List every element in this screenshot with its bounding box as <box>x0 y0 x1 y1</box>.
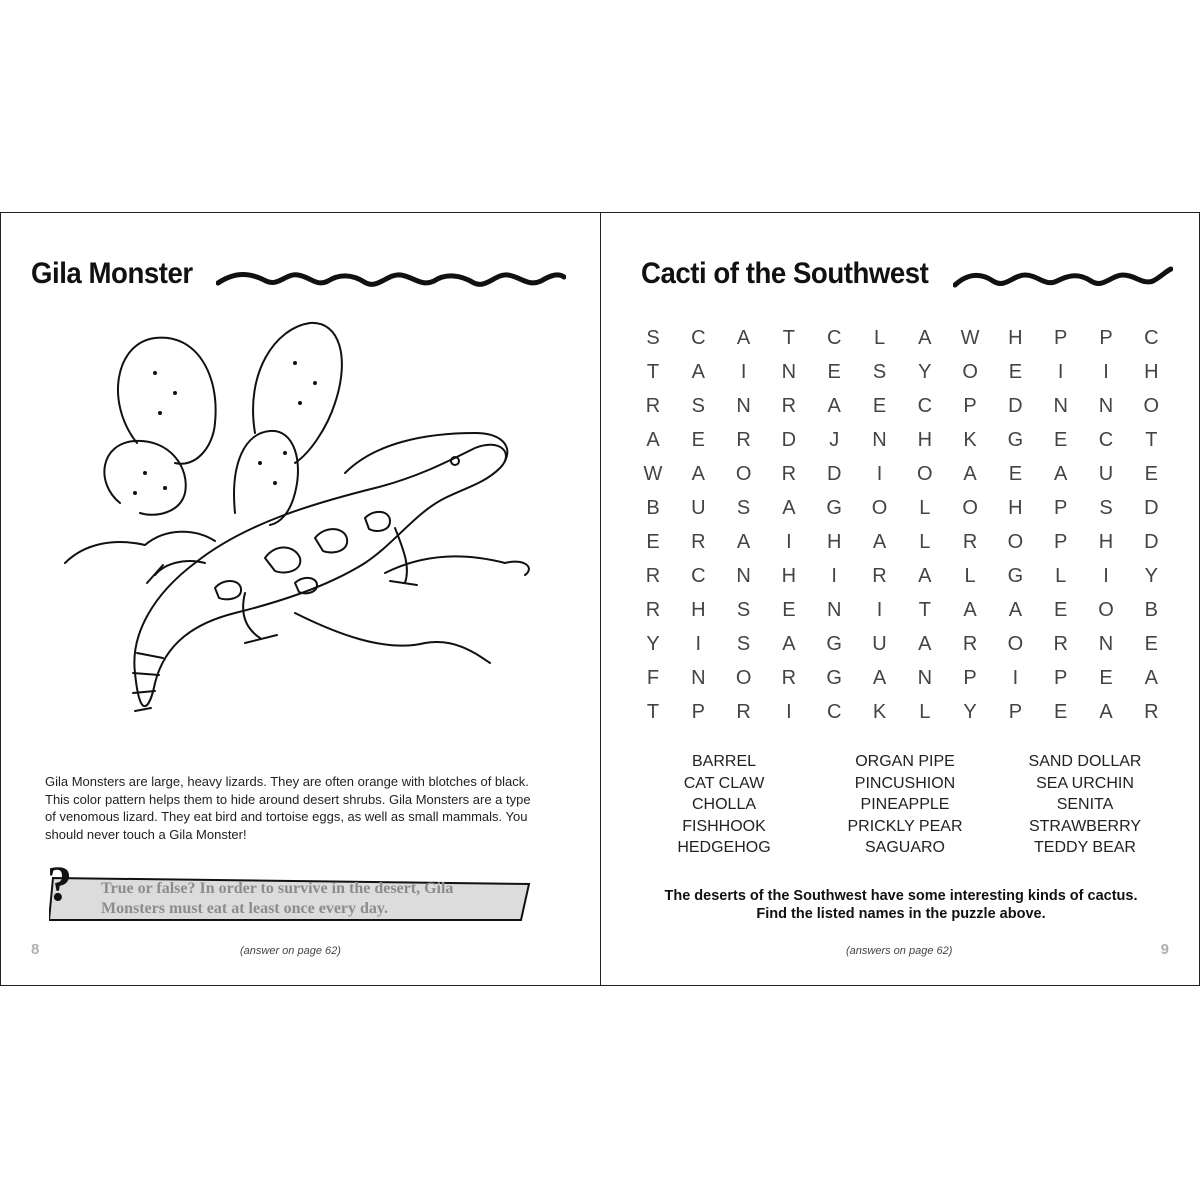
grid-letter[interactable]: P <box>963 395 977 417</box>
grid-letter[interactable]: R <box>691 531 706 553</box>
grid-row <box>633 355 1173 389</box>
grid-letter[interactable]: N <box>826 599 842 621</box>
grid-letter[interactable]: D <box>826 463 842 485</box>
grid-letter[interactable]: O <box>1007 531 1024 553</box>
grid-letter[interactable]: I <box>786 531 792 553</box>
grid-letter[interactable]: C <box>1144 327 1159 349</box>
grid-letter[interactable]: G <box>826 667 842 689</box>
grid-row <box>633 593 1173 627</box>
grid-row <box>633 321 1173 355</box>
grid-letter[interactable]: R <box>1144 701 1159 723</box>
grid-letter[interactable]: Y <box>963 701 977 723</box>
right-page-title: Cacti of the Southwest <box>641 257 929 290</box>
word-list-column-2 <box>815 751 995 859</box>
grid-letter[interactable]: A <box>1054 463 1068 485</box>
puzzle-instructions: The deserts of the Southwest have some interesting kinds of cactus. Find the listed names in the puzzle above. <box>664 888 1138 922</box>
grid-letter[interactable]: A <box>691 463 705 485</box>
left-page-title: Gila Monster <box>31 257 193 290</box>
page-number-left: 8 <box>31 941 40 958</box>
grid-letter[interactable]: E <box>1054 429 1068 451</box>
grid-letter[interactable]: S <box>736 599 751 621</box>
grid-letter[interactable]: A <box>782 633 796 655</box>
grid-letter[interactable]: J <box>829 429 840 451</box>
grid-letter[interactable]: L <box>1055 565 1067 587</box>
grid-letter[interactable]: W <box>643 463 663 485</box>
word-list-column-3 <box>995 751 1175 859</box>
grid-letter[interactable]: O <box>1143 395 1160 417</box>
grid-letter[interactable]: I <box>1103 361 1109 383</box>
grid-letter[interactable]: E <box>872 395 887 417</box>
grid-letter[interactable]: R <box>872 565 887 587</box>
grid-letter[interactable]: A <box>646 429 660 451</box>
grid-letter[interactable]: L <box>964 565 976 587</box>
question-text: True or false? In order to survive in the desert, Gila Monsters must eat at least once every day. <box>101 880 454 917</box>
grid-letter[interactable]: A <box>872 667 887 689</box>
grid-letter[interactable]: I <box>876 599 883 621</box>
grid-letter[interactable]: S <box>646 327 660 349</box>
grid-letter[interactable]: A <box>1144 667 1158 689</box>
grid-letter[interactable]: U <box>691 497 706 519</box>
word-list-item: CHOLLA <box>691 796 757 813</box>
grid-letter[interactable]: R <box>736 701 751 723</box>
word-list-item: TEDDY BEAR <box>1034 839 1136 856</box>
grid-letter[interactable]: C <box>826 701 842 723</box>
grid-letter[interactable]: A <box>827 395 841 417</box>
gila-monster-illustration <box>45 313 545 753</box>
grid-letter[interactable]: H <box>1144 361 1159 383</box>
grid-letter[interactable]: E <box>691 429 705 451</box>
grid-row <box>633 423 1173 457</box>
grid-letter[interactable]: D <box>1144 497 1159 519</box>
grid-letter[interactable]: P <box>1008 701 1023 723</box>
grid-letter[interactable]: A <box>918 633 932 655</box>
grid-letter[interactable]: G <box>1007 429 1024 451</box>
grid-letter[interactable]: R <box>1053 633 1068 655</box>
grid-letter[interactable]: O <box>871 497 888 519</box>
grid-letter[interactable]: U <box>1098 463 1114 485</box>
title-squiggle-left <box>216 263 566 297</box>
grid-letter[interactable]: P <box>1054 667 1068 689</box>
grid-letter[interactable]: T <box>646 701 660 723</box>
grid-letter[interactable]: C <box>826 327 842 349</box>
grid-letter[interactable]: L <box>919 701 931 723</box>
grid-row <box>633 389 1173 423</box>
grid-row <box>633 627 1173 661</box>
grid-letter[interactable]: R <box>645 395 661 417</box>
true-false-question-box <box>47 855 533 922</box>
answer-note-left: (answer on page 62) <box>240 945 341 957</box>
word-list-item: SAGUARO <box>864 839 945 856</box>
grid-letter[interactable]: N <box>736 565 751 587</box>
grid-letter[interactable]: H <box>917 429 933 451</box>
grid-letter[interactable]: S <box>736 633 751 655</box>
grid-letter[interactable]: I <box>1057 361 1064 383</box>
grid-letter[interactable]: N <box>872 429 887 451</box>
grid-row <box>633 661 1173 695</box>
grid-letter[interactable]: L <box>873 327 886 349</box>
grid-letter[interactable]: N <box>917 667 933 689</box>
grid-letter[interactable]: I <box>876 463 883 485</box>
grid-letter[interactable]: C <box>1098 429 1114 451</box>
grid-letter[interactable]: N <box>781 361 797 383</box>
grid-letter[interactable]: H <box>781 565 797 587</box>
grid-letter[interactable]: O <box>962 497 978 519</box>
grid-letter[interactable]: O <box>735 667 752 689</box>
grid-letter[interactable]: R <box>781 667 797 689</box>
grid-letter[interactable]: K <box>963 429 977 451</box>
grid-letter[interactable]: B <box>646 497 660 519</box>
grid-letter[interactable]: E <box>646 531 660 553</box>
grid-row <box>633 491 1173 525</box>
word-list-item: SAND DOLLAR <box>1028 753 1142 770</box>
grid-letter[interactable]: R <box>962 531 978 553</box>
grid-letter[interactable]: A <box>736 327 751 349</box>
grid-letter[interactable]: R <box>781 395 797 417</box>
grid-letter[interactable]: P <box>691 701 705 723</box>
grid-letter[interactable]: I <box>786 701 792 723</box>
grid-letter[interactable]: L <box>919 497 931 519</box>
grid-letter[interactable]: I <box>695 633 702 655</box>
title-squiggle-right <box>953 263 1173 297</box>
grid-letter[interactable]: D <box>781 429 797 451</box>
grid-letter[interactable]: C <box>691 327 706 349</box>
word-search-grid <box>633 321 1173 729</box>
grid-letter[interactable]: Y <box>646 633 660 655</box>
grid-letter[interactable]: H <box>826 531 842 553</box>
grid-letter[interactable]: R <box>645 565 661 587</box>
grid-row <box>633 457 1173 491</box>
grid-letter[interactable]: E <box>1008 361 1023 383</box>
grid-letter[interactable]: I <box>740 361 747 383</box>
grid-letter[interactable]: U <box>872 633 887 655</box>
grid-letter[interactable]: A <box>872 531 887 553</box>
gila-monster-description: Gila Monsters are large, heavy lizards. They are often orange with blotches of black. This color pattern helps them to hide around desert shrubs. Gila Monsters are a type of venomous lizard. They eat bird and tortoise eggs, as well as small mammals. You should never touch a Gila Monster! <box>45 774 531 842</box>
grid-letter[interactable]: G <box>826 633 842 655</box>
word-list-item: FISHHOOK <box>682 817 766 835</box>
grid-letter[interactable]: A <box>691 361 705 383</box>
grid-letter[interactable]: E <box>1054 701 1068 723</box>
grid-letter[interactable]: A <box>963 463 977 485</box>
grid-letter[interactable]: A <box>1099 701 1113 723</box>
grid-letter[interactable]: A <box>918 565 932 587</box>
grid-row <box>633 525 1173 559</box>
grid-letter[interactable]: E <box>1099 667 1113 689</box>
grid-letter[interactable]: H <box>1098 531 1114 553</box>
grid-letter[interactable]: E <box>1054 599 1068 621</box>
grid-letter[interactable]: P <box>1054 327 1068 349</box>
word-list-item: PINEAPPLE <box>860 796 950 813</box>
grid-letter[interactable]: B <box>1144 599 1158 621</box>
grid-letter[interactable]: N <box>691 667 706 689</box>
grid-letter[interactable]: R <box>736 429 751 451</box>
grid-letter[interactable]: H <box>1008 497 1023 519</box>
grid-letter[interactable]: R <box>645 599 661 621</box>
grid-letter[interactable]: H <box>691 599 706 621</box>
grid-letter[interactable]: G <box>1007 565 1024 587</box>
grid-letter[interactable]: I <box>1103 565 1109 587</box>
answer-note-right: (answers on page 62) <box>846 945 953 957</box>
grid-letter[interactable]: Y <box>918 361 932 383</box>
grid-letter[interactable]: D <box>1144 531 1159 553</box>
grid-letter[interactable]: E <box>1008 463 1023 485</box>
grid-letter[interactable]: N <box>736 395 751 417</box>
grid-letter[interactable]: N <box>1098 395 1114 417</box>
grid-letter[interactable]: R <box>962 633 978 655</box>
grid-letter[interactable]: A <box>1008 599 1023 621</box>
grid-letter[interactable]: O <box>917 463 933 485</box>
grid-letter[interactable]: S <box>691 395 705 417</box>
grid-letter[interactable]: O <box>1007 633 1024 655</box>
word-list-item: HEDGEHOG <box>677 839 771 856</box>
grid-letter[interactable]: G <box>826 497 842 519</box>
grid-letter[interactable]: A <box>918 327 932 349</box>
left-page <box>0 212 601 986</box>
grid-letter[interactable]: E <box>1144 463 1158 485</box>
grid-letter[interactable]: R <box>781 463 797 485</box>
book-spread <box>0 212 1200 988</box>
grid-letter[interactable]: P <box>1054 531 1068 553</box>
grid-letter[interactable]: I <box>1012 667 1019 689</box>
page-number-right: 9 <box>1160 941 1169 958</box>
grid-letter[interactable]: S <box>1099 497 1113 519</box>
word-list-item: ORGAN PIPE <box>855 753 955 770</box>
grid-letter[interactable]: O <box>735 463 752 485</box>
grid-letter[interactable]: O <box>1098 599 1114 621</box>
grid-letter[interactable]: T <box>646 361 660 383</box>
word-list-item: STRAWBERRY <box>1028 817 1141 835</box>
grid-letter[interactable]: A <box>782 497 796 519</box>
grid-letter[interactable]: T <box>782 327 795 349</box>
grid-letter[interactable]: P <box>1054 497 1068 519</box>
grid-letter[interactable]: N <box>1098 633 1114 655</box>
grid-letter[interactable]: N <box>1053 395 1068 417</box>
word-list-item: SENITA <box>1056 796 1114 813</box>
grid-letter[interactable]: P <box>963 667 977 689</box>
grid-letter[interactable]: T <box>1145 429 1158 451</box>
word-list-item: SEA URCHIN <box>1036 774 1134 792</box>
grid-letter[interactable]: O <box>962 361 978 383</box>
grid-letter[interactable]: W <box>960 327 980 349</box>
grid-letter[interactable]: F <box>646 667 660 689</box>
grid-letter[interactable]: S <box>736 497 751 519</box>
grid-letter[interactable]: S <box>872 361 887 383</box>
grid-letter[interactable]: D <box>1008 395 1023 417</box>
right-page <box>600 212 1200 986</box>
word-list-item: BARREL <box>691 753 757 770</box>
grid-letter[interactable]: L <box>919 531 931 553</box>
grid-letter[interactable]: E <box>782 599 796 621</box>
grid-letter[interactable]: E <box>827 361 841 383</box>
word-list-item: PRICKLY PEAR <box>847 817 963 835</box>
word-list-item: PINCUSHION <box>854 774 956 792</box>
grid-row <box>633 695 1173 729</box>
grid-letter[interactable]: K <box>872 701 887 723</box>
grid-letter[interactable]: Y <box>1144 565 1158 587</box>
grid-row <box>633 559 1173 593</box>
grid-letter[interactable]: C <box>691 565 706 587</box>
grid-letter[interactable]: A <box>736 531 751 553</box>
grid-letter[interactable]: A <box>963 599 977 621</box>
word-list-column-1 <box>634 751 814 859</box>
word-list-item: CAT CLAW <box>683 774 765 792</box>
grid-letter[interactable]: H <box>1008 327 1023 349</box>
question-mark-icon: ? <box>47 855 72 911</box>
grid-letter[interactable]: P <box>1099 327 1113 349</box>
grid-letter[interactable]: I <box>831 565 837 587</box>
grid-letter[interactable]: C <box>917 395 933 417</box>
grid-letter[interactable]: T <box>918 599 931 621</box>
grid-letter[interactable]: E <box>1144 633 1158 655</box>
